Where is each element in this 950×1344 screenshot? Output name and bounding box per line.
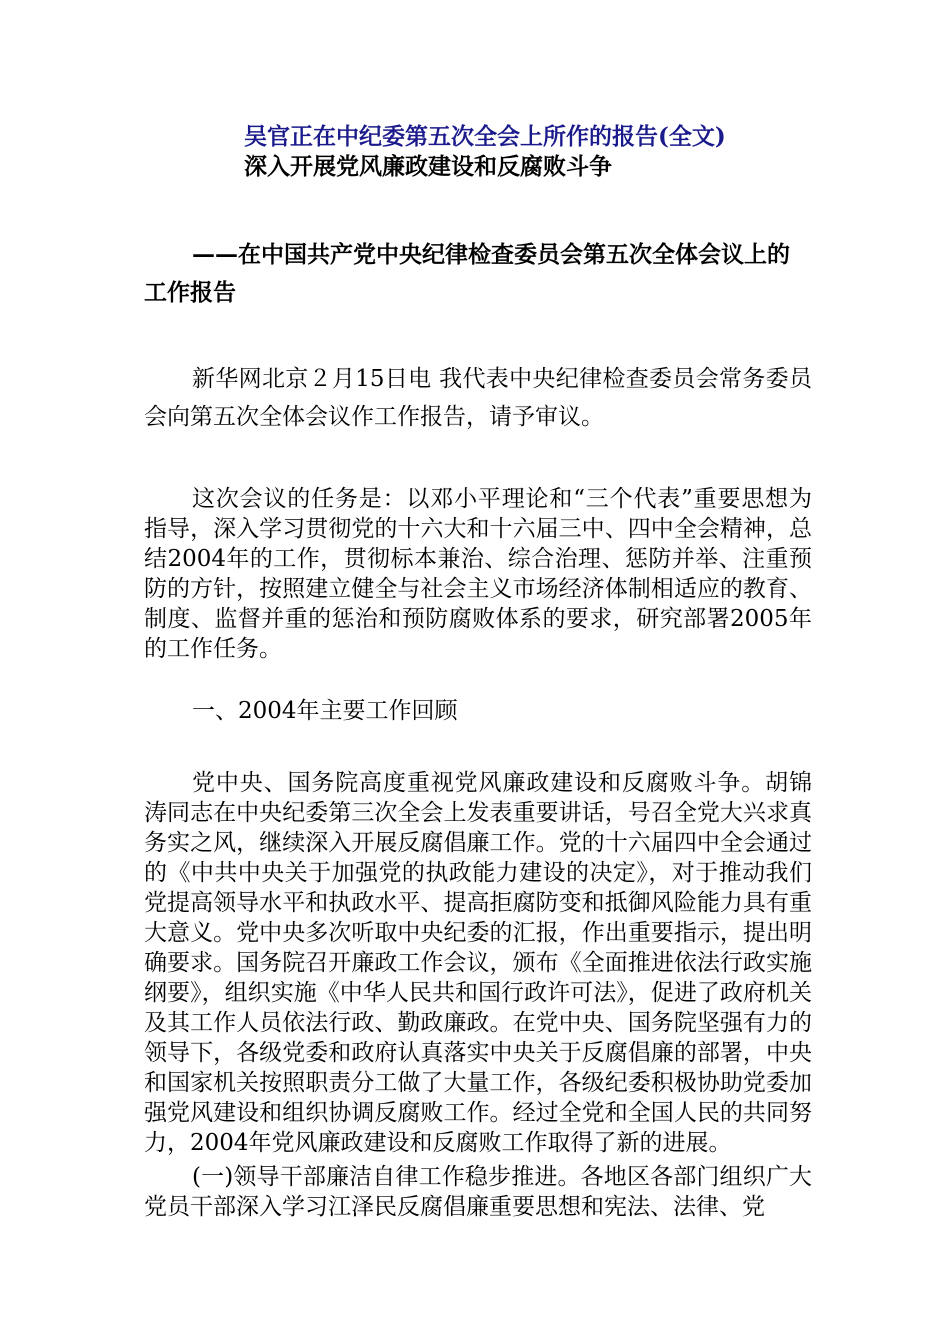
section-heading-review: 一、2004年主要工作回顾 [192, 698, 458, 724]
document-title-link[interactable]: 吴官正在中纪委第五次全会上所作的报告(全文) [244, 123, 726, 150]
paragraph-section-one: (一)领导干部廉洁自律工作稳步推进。各地区各部门组织广大党员干部深入学习江泽民反腐倡廉重要思想和宪法、法律、党 [144, 1164, 812, 1220]
paragraph-tasks: 这次会议的任务是：以邓小平理论和“三个代表”重要思想为指导，深入学习贯彻党的十六大和十六届三中、四中全会精神，总结2004年的工作，贯彻标本兼治、综合治理、惩防并举、注重预防的方针，按照建立健全与社会主义市场经济体制相适应的教育、制度、监督并重的惩治和预防腐败体系的要求，研究部署2005年的工作任务。 [144, 486, 812, 662]
document-subtitle: ——在中国共产党中央纪律检查委员会第五次全体会议上的工作报告 [144, 241, 790, 306]
document-title: 深入开展党风廉政建设和反腐败斗争 [244, 153, 612, 180]
paragraph-intro: 新华网北京２月15日电 我代表中央纪律检查委员会常务委员会向第五次全体会议作工作报告，请予审议。 [144, 366, 812, 430]
paragraph-review: 党中央、国务院高度重视党风廉政建设和反腐败斗争。胡锦涛同志在中央纪委第三次全会上发表重要讲话，号召全党大兴求真务实之风，继续深入开展反腐倡廉工作。党的十六届四中全会通过的《中共中央关于加强党的执政能力建设的决定》，对于推动我们党提高领导水平和执政水平、提高拒腐防变和抵御风险能力具有重大意义。党中央多次听取中央纪委的汇报，作出重要指示，提出明确要求。国务院召开廉政工作会议，颁布《全面推进依法行政实施纲要》，组织实施《中华人民共和国行政许可法》，促进了政府机关及其工作人员依法行政、勤政廉政。在党中央、国务院坚强有力的领导下，各级党委和政府认真落实中央关于反腐倡廉的部署，中央和国家机关按照职责分工做了大量工作，各级纪委积极协助党委加强党风建设和组织协调反腐败工作。经过全党和全国人民的共同努力，2004年党风廉政建设和反腐败工作取得了新的进展。 [144, 770, 812, 1156]
